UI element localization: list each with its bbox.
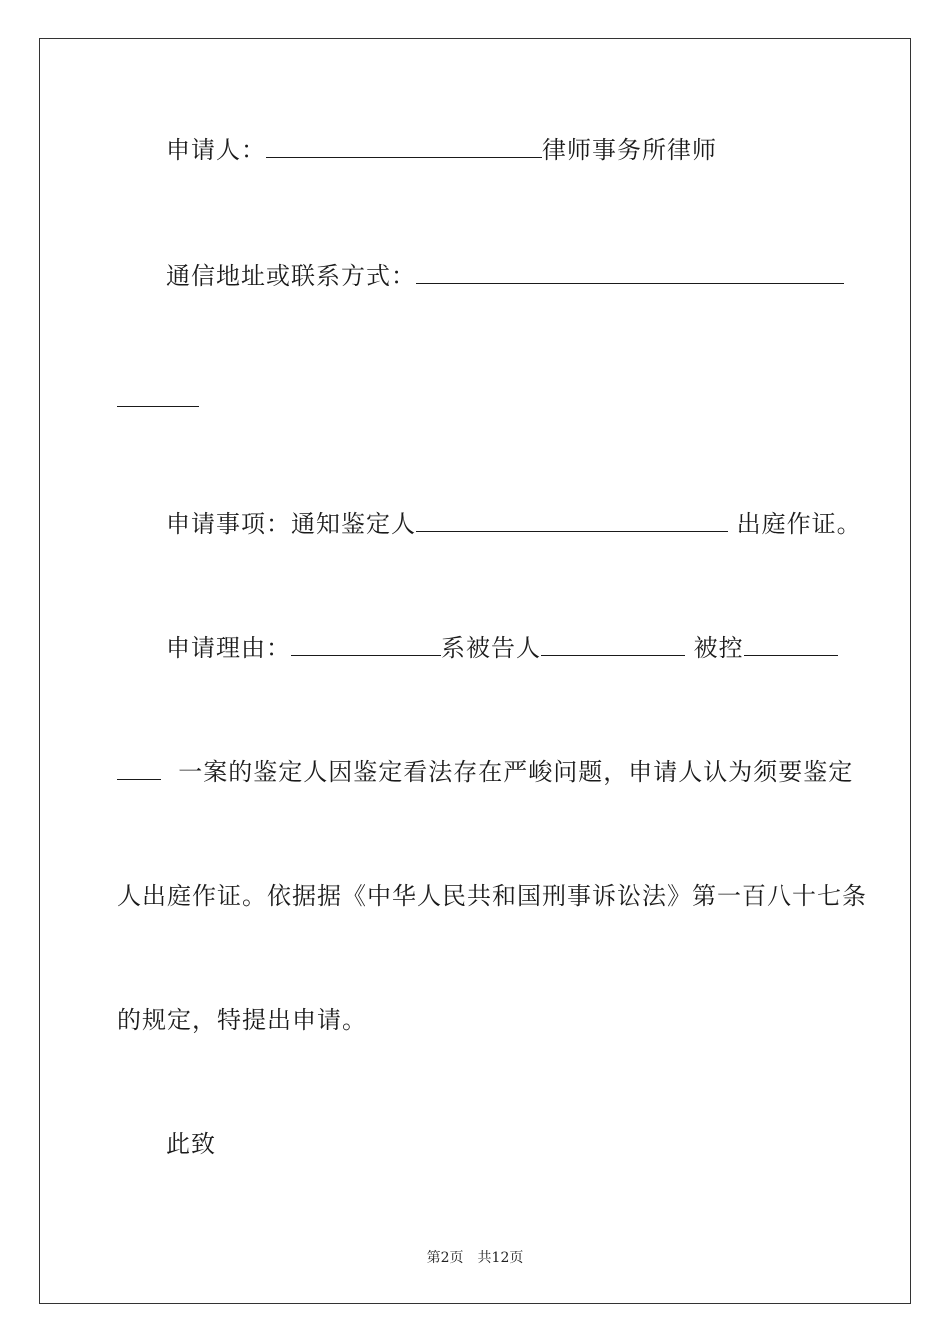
contact-line: [166, 261, 844, 291]
reason-label: 申请理由：: [166, 634, 291, 662]
charge-blank-continued[interactable]: [117, 757, 161, 780]
matter-suffix: 出庭作证。: [736, 510, 862, 538]
closing-line: [166, 1129, 216, 1159]
matter-label: 申请事项：通知鉴定人: [166, 510, 416, 538]
contact-blank[interactable]: [416, 261, 844, 284]
reason-text-2: 一案的鉴定人因鉴定看法存在严峻问题，申请人认为须要鉴定: [178, 758, 854, 786]
charge-blank[interactable]: [744, 633, 838, 656]
applicant-label: 申请人：: [166, 136, 266, 164]
reason-line-3: [117, 881, 867, 911]
reason-text-4: 的规定，特提出申请。: [117, 1006, 367, 1034]
contact-blank-continued[interactable]: [117, 384, 199, 407]
reason-line-1: [166, 633, 838, 663]
applicant-name-blank[interactable]: [266, 135, 542, 158]
reason-line-2: [117, 757, 853, 787]
page-footer: [0, 1247, 950, 1267]
reason-text-3: 人出庭作证。依据据《中华人民共和国刑事诉讼法》第一百八十七条: [117, 882, 867, 910]
appraiser-name-blank[interactable]: [416, 509, 728, 532]
reason-defendant-text: 系被告人: [441, 634, 541, 662]
closing-text: 此致: [166, 1130, 216, 1158]
reason-charged-text: 被控: [693, 634, 744, 662]
defendant-name-blank[interactable]: [541, 633, 685, 656]
page-total: 共12页: [477, 1250, 524, 1266]
applicant-suffix: 律师事务所律师: [542, 136, 717, 164]
page-number: 第2页: [426, 1250, 464, 1266]
applicant-line: [166, 135, 717, 165]
page-border: [39, 38, 911, 1304]
reason-line-4: [117, 1005, 367, 1035]
contact-label: 通信地址或联系方式：: [166, 262, 416, 290]
contact-line-continued: [117, 384, 199, 414]
matter-line: [166, 509, 862, 539]
reason-blank-1[interactable]: [291, 633, 441, 656]
